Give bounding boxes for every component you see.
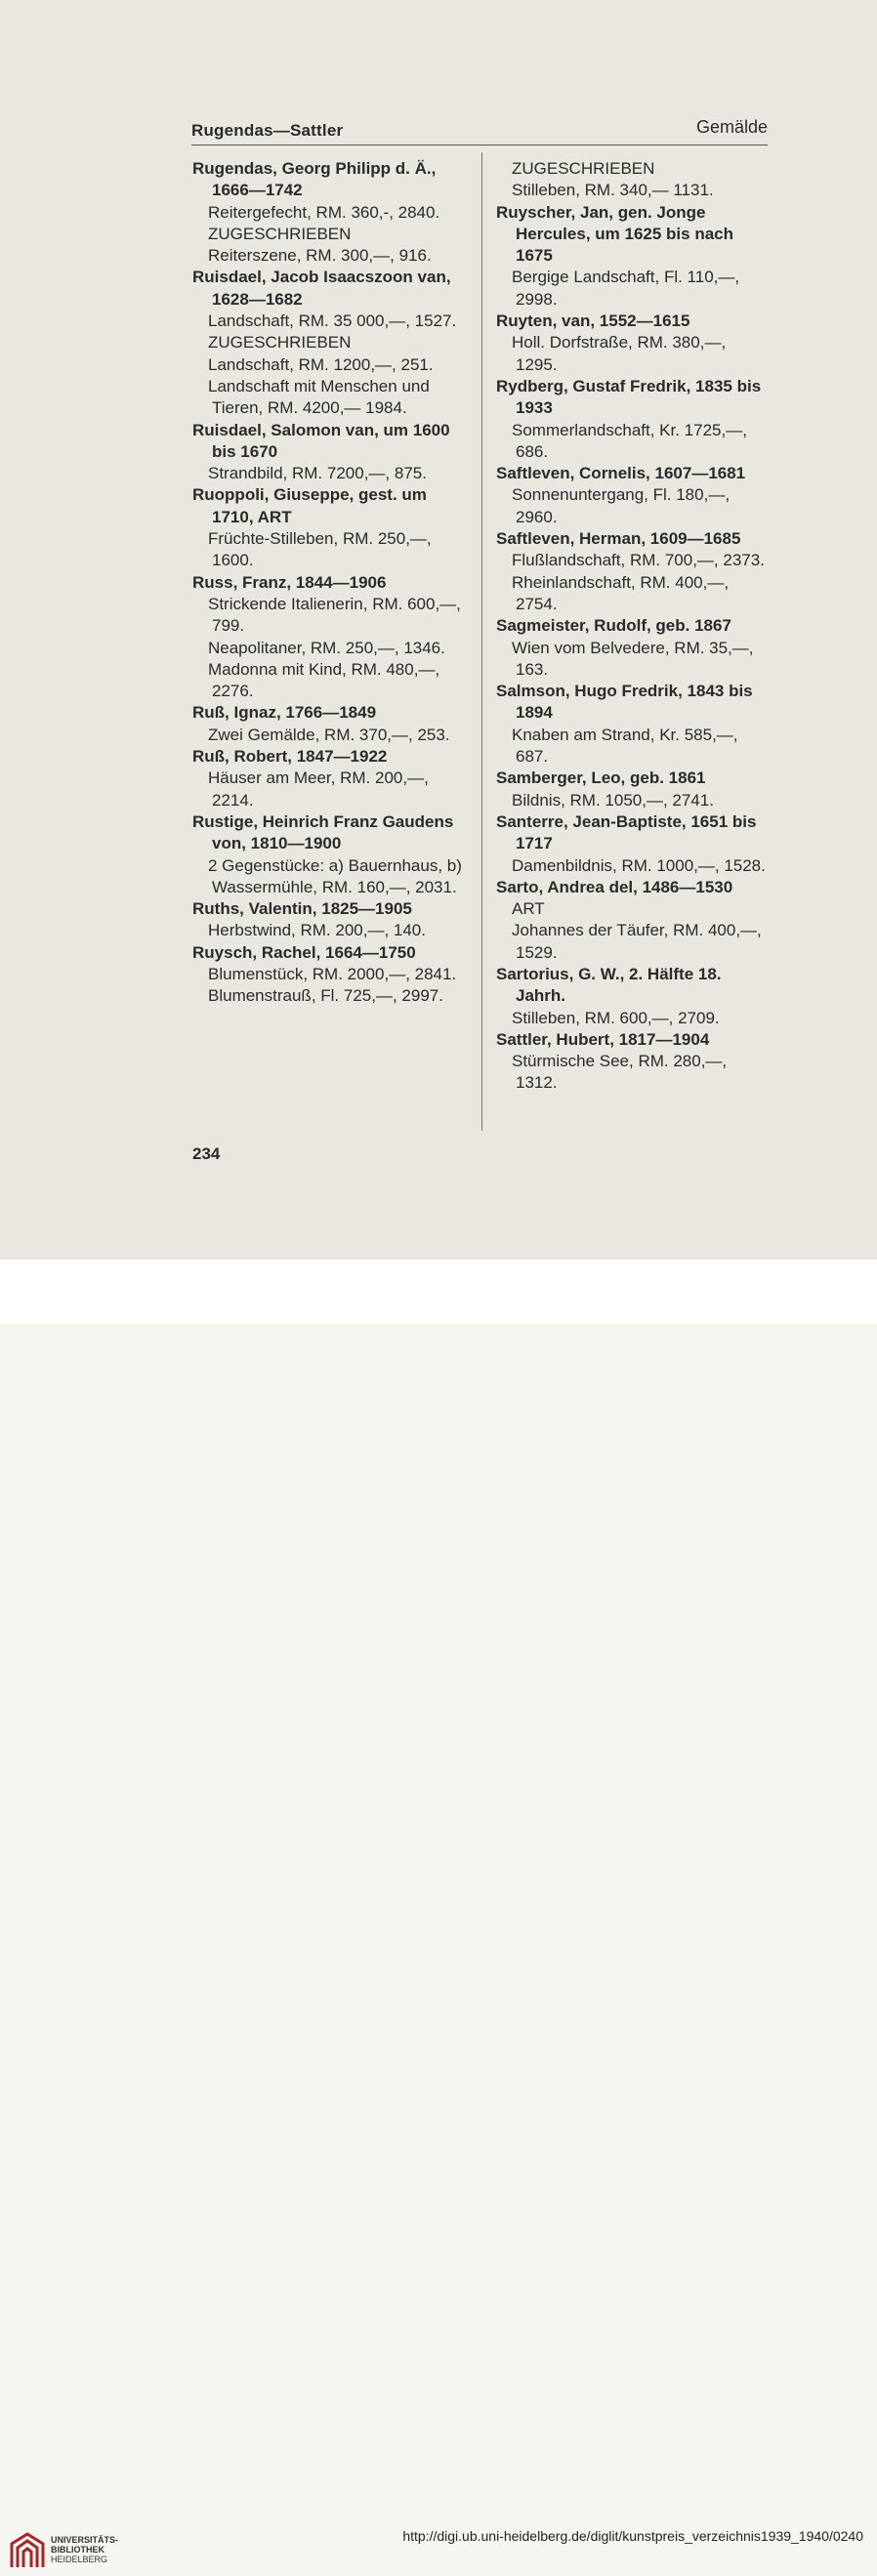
artwork-item: ZUGESCHRIEBEN xyxy=(512,159,655,178)
artist-name: Ruoppoli, Giuseppe, gest. um 1710, ART xyxy=(192,485,427,526)
column-divider xyxy=(481,152,482,1131)
artist-entry xyxy=(192,420,471,485)
artist-name: Ruths, Valentin, 1825—1905 xyxy=(192,899,412,919)
artist-entry xyxy=(496,877,772,964)
artist-name: Rydberg, Gustaf Fredrik, 1835 bis 1933 xyxy=(496,376,762,418)
artist-name: Russ, Franz, 1844—1906 xyxy=(192,572,387,592)
artist-name: Samberger, Leo, geb. 1861 xyxy=(496,769,706,788)
artist-entry xyxy=(496,528,772,615)
artwork-item: Sonnenuntergang, Fl. 180,—, 2960. xyxy=(512,485,731,526)
library-logo-icon[interactable] xyxy=(8,2530,47,2576)
artist-name: Rustige, Heinrich Franz Gaudens von, 1810—1900 xyxy=(192,811,454,853)
artwork-item: ART xyxy=(512,899,545,919)
artwork-item: ZUGESCHRIEBEN xyxy=(208,333,352,353)
artist-name: Santerre, Jean-Baptiste, 1651 bis 1717 xyxy=(496,811,757,853)
artist-entry xyxy=(192,158,471,267)
artwork-item: Johannes der Täufer, RM. 400,—, 1529. xyxy=(512,921,762,962)
artist-entry xyxy=(192,702,471,746)
left-column xyxy=(192,158,471,1008)
right-column xyxy=(496,158,772,1095)
artwork-item: Sommerlandschaft, Kr. 1725,—, 686. xyxy=(512,420,747,461)
artist-name: Ruß, Robert, 1847—1922 xyxy=(192,747,388,767)
artist-entry xyxy=(496,681,772,768)
artist-name: Rugendas, Georg Philipp d. Ä., 1666—1742 xyxy=(192,159,437,200)
artwork-item: Holl. Dorfstraße, RM. 380,—, 1295. xyxy=(512,333,727,374)
artist-entry xyxy=(192,811,471,898)
artwork-item: Flußlandschaft, RM. 700,—, 2373. xyxy=(512,551,765,570)
footer-bar xyxy=(0,1260,877,2564)
library-name-line: BIBLIOTHEK xyxy=(51,2545,104,2555)
artwork-item: Madonna mit Kind, RM. 480,—, 2276. xyxy=(208,659,440,701)
artwork-item: Herbstwind, RM. 200,—, 140. xyxy=(208,921,426,940)
artwork-item: Landschaft, RM. 35 000,—, 1527. xyxy=(208,312,457,331)
artist-name: Ruisdael, Jacob Isaacszoon van, 1628—1682 xyxy=(192,268,451,309)
artwork-item: Früchte-Stilleben, RM. 250,—, 1600. xyxy=(208,529,432,570)
artist-entry xyxy=(496,615,772,681)
artist-name: Sattler, Hubert, 1817—1904 xyxy=(496,1029,710,1049)
artwork-item: Blumenstrauß, Fl. 725,—, 2997. xyxy=(208,986,443,1006)
artwork-item: Landschaft, RM. 1200,—, 251. xyxy=(208,354,434,374)
artwork-item: Knaben am Strand, Kr. 585,—, 687. xyxy=(512,725,738,767)
artwork-item: Rheinlandschaft, RM. 400,—, 2754. xyxy=(512,572,730,613)
artist-entry xyxy=(496,311,772,376)
artwork-item: Bildnis, RM. 1050,—, 2741. xyxy=(512,790,714,810)
scanned-page xyxy=(0,0,877,1260)
running-head-right: Gemälde xyxy=(695,117,768,137)
artist-name: Sarto, Andrea del, 1486—1530 xyxy=(496,877,733,896)
artwork-item: Neapolitaner, RM. 250,—, 1346. xyxy=(208,638,445,657)
artwork-item: Häuser am Meer, RM. 200,—, 2214. xyxy=(208,769,429,810)
running-head-left: Rugendas—Sattler xyxy=(191,121,344,140)
artist-entry xyxy=(496,1029,772,1095)
artist-entry xyxy=(192,942,471,1008)
artwork-item: Reiterszene, RM. 300,—, 916. xyxy=(208,246,432,266)
artwork-item: Landschaft mit Menschen und Tieren, RM. 4200,— 1984. xyxy=(208,376,430,418)
artist-name: Sartorius, G. W., 2. Hälfte 18. Jahrh. xyxy=(496,964,722,1006)
artwork-item: Bergige Landschaft, Fl. 110,—, 2998. xyxy=(512,268,740,309)
library-name-line: HEIDELBERG xyxy=(51,2555,108,2564)
artist-entry xyxy=(192,572,471,703)
artwork-item: Blumenstück, RM. 2000,—, 2841. xyxy=(208,964,457,983)
artist-name: Ruyten, van, 1552—1615 xyxy=(496,312,690,331)
artist-name: Sagmeister, Rudolf, geb. 1867 xyxy=(496,616,731,636)
artwork-item: Stilleben, RM. 340,— 1131. xyxy=(512,181,714,200)
artwork-item: Wien vom Belvedere, RM. 35,—, 163. xyxy=(512,638,754,679)
artwork-item: Reitergefecht, RM. 360,-, 2840. xyxy=(208,202,440,222)
artist-entry xyxy=(192,898,471,942)
artist-entry xyxy=(192,746,471,811)
artist-entry xyxy=(192,484,471,571)
page-number: 234 xyxy=(192,1144,221,1163)
artwork-item: Damenbildnis, RM. 1000,—, 1528. xyxy=(512,855,766,875)
artist-name: Salmson, Hugo Fredrik, 1843 bis 1894 xyxy=(496,682,753,723)
source-url-link[interactable]: http://digi.ub.uni-heidelberg.de/diglit/kunstpreis_verzeichnis1939_1940/0240 xyxy=(402,2528,863,2544)
artwork-item: Stilleben, RM. 600,—, 2709. xyxy=(512,1008,720,1027)
artist-entry xyxy=(496,202,772,311)
library-name-line: UNIVERSITÄTS- xyxy=(51,2535,119,2545)
artwork-item: Strandbild, RM. 7200,—, 875. xyxy=(208,464,427,483)
artwork-item: ZUGESCHRIEBEN xyxy=(208,224,352,243)
artist-name: Ruyscher, Jan, gen. Jonge Hercules, um 1625 bis nach 1675 xyxy=(496,202,733,266)
artwork-item: 2 Gegenstücke: a) Bauernhaus, b) Wassermühle, RM. 160,—, 2031. xyxy=(208,855,462,896)
artist-entry xyxy=(496,768,772,811)
library-name xyxy=(51,2535,118,2564)
artist-name: Saftleven, Cornelis, 1607—1681 xyxy=(496,464,746,483)
artist-entry xyxy=(496,811,772,877)
artwork-item: Stürmische See, RM. 280,—, 1312. xyxy=(512,1052,728,1093)
artist-name: Ruisdael, Salomon van, um 1600 bis 1670 xyxy=(192,420,450,461)
artist-entry xyxy=(496,463,772,528)
artist-name: Saftleven, Herman, 1609—1685 xyxy=(496,529,741,549)
artist-name: Ruysch, Rachel, 1664—1750 xyxy=(192,942,416,962)
artist-name: Ruß, Ignaz, 1766—1849 xyxy=(192,703,377,723)
artwork-item: Strickende Italienerin, RM. 600,—, 799. xyxy=(208,594,461,636)
artist-entry xyxy=(496,376,772,463)
artwork-item: Zwei Gemälde, RM. 370,—, 253. xyxy=(208,725,450,744)
artist-entry xyxy=(496,964,772,1029)
artist-entry xyxy=(192,267,471,419)
artist-entry xyxy=(496,158,772,202)
